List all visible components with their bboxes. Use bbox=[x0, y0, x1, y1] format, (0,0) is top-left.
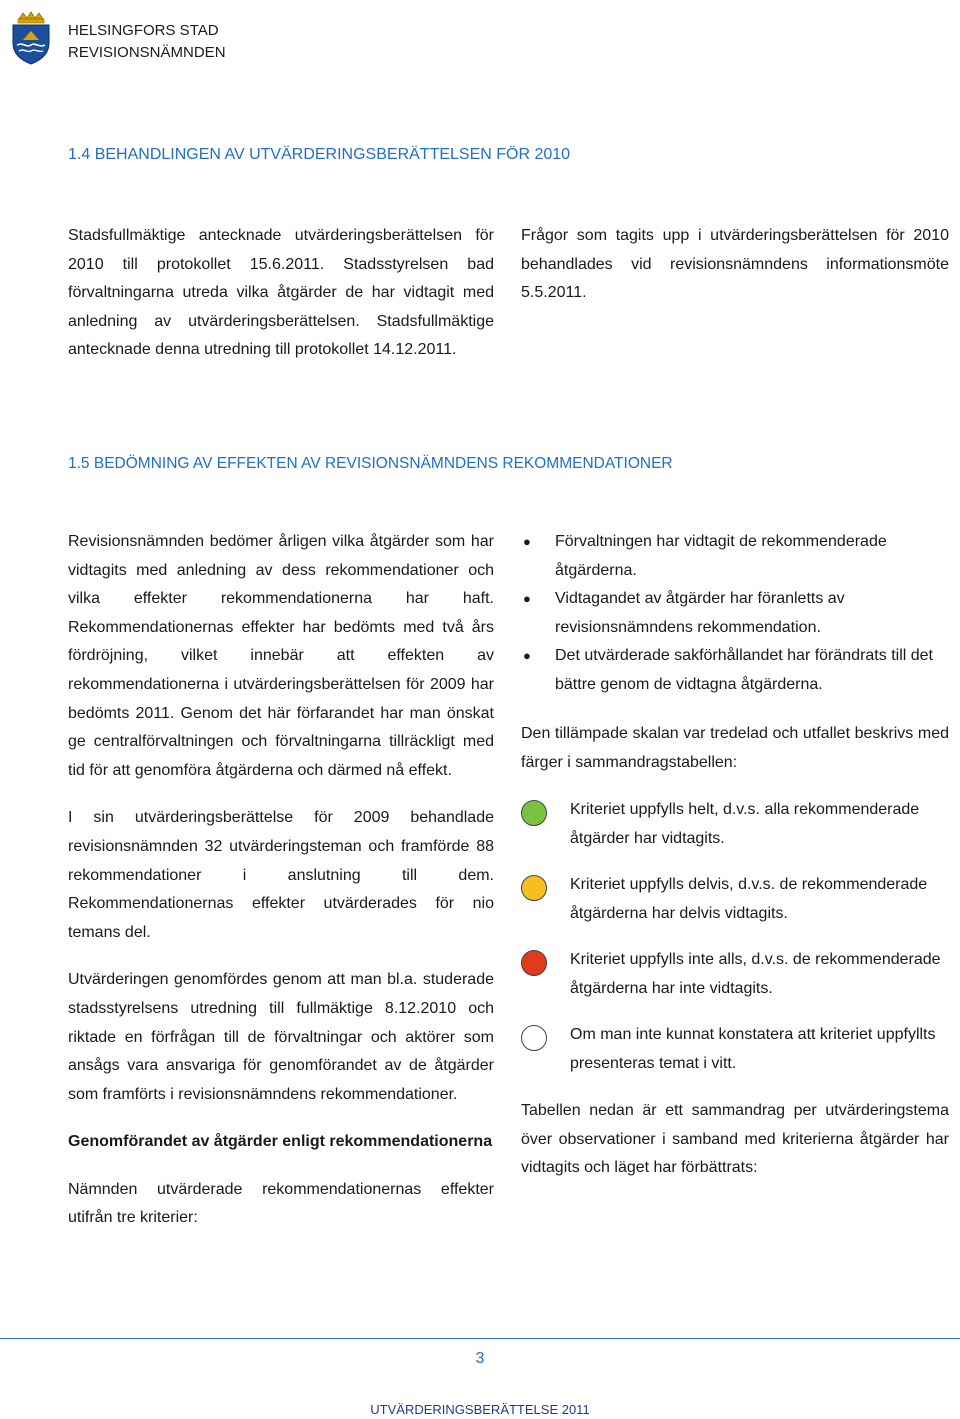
green-circle-icon bbox=[521, 800, 547, 826]
page-number: 3 bbox=[475, 1350, 485, 1367]
bullet-icon: ● bbox=[523, 534, 531, 549]
paragraph: Nämnden utvärderade rekommendationernas effekter utifrån tre kriterier: bbox=[68, 1180, 494, 1227]
legend-text: Kriteriet uppfylls inte alls, d.v.s. de rekommenderade åtgärderna har inte vidtagits. bbox=[570, 951, 941, 997]
legend-row-white bbox=[521, 1021, 949, 1079]
white-circle-icon bbox=[521, 1025, 547, 1051]
city-logo bbox=[9, 9, 53, 65]
legend-row-green bbox=[521, 796, 949, 854]
legend-text: Kriteriet uppfylls delvis, d.v.s. de rekommenderade åtgärderna har delvis vidtagits. bbox=[570, 876, 928, 922]
list-item: ● Vidtagandet av åtgärder har föranletts av revisionsnämndens rekommendation. bbox=[521, 585, 949, 642]
paragraph: Utvärderingen genomfördes genom att man bl.a. studerade stadsstyrelsens utredning till fullmäktige 8.12.2010 och riktade en förfrågan till de förvaltningar och aktörer som ansågs vara ansvariga för genomförandet av de åtgärder som framförts i revisionsnämndens rekommendationer. bbox=[68, 971, 494, 1103]
paragraph: Stadsfullmäktige antecknade utvärderingsberättelsen för 2010 till protokollet 15.6.2011. Stadsstyrelsen bad förvaltningarna utreda vilka åtgärder de har vidtagit med anledning av utvärderingsberättelsen. Stadsfullmäktige antecknade denna utredning till protokollet 14.12.2011. bbox=[68, 227, 494, 359]
subheading: Genomförandet av åtgärder enligt rekommendationerna bbox=[68, 1133, 493, 1151]
paragraph: Tabellen nedan är ett sammandrag per utvärderingstema över observationer i samband med kriterierna åtgärder har vidtagits och läget har förbättrats: bbox=[521, 1102, 949, 1177]
list-item: ● Det utvärderade sakförhållandet har förändrats till det bättre genom de vidtagna åtgärderna. bbox=[521, 642, 949, 699]
bullet-icon: ● bbox=[523, 591, 531, 607]
list-item: ● Förvaltningen har vidtagit de rekommenderade åtgärderna. bbox=[521, 528, 949, 585]
red-circle-icon bbox=[521, 950, 547, 976]
footer-title: UTVÄRDERINGSBERÄTTELSE 2011 bbox=[370, 1402, 590, 1417]
helsinki-coat-of-arms-icon bbox=[9, 9, 53, 65]
section-1-4-left-column bbox=[68, 222, 494, 365]
legend-row-yellow bbox=[521, 871, 949, 929]
section-1-4-title: 1.4 BEHANDLINGEN AV UTVÄRDERINGSBERÄTTELSEN FÖR 2010 bbox=[68, 146, 571, 163]
closing-paragraph bbox=[521, 1097, 949, 1183]
legend-text: Om man inte kunnat konstatera att kriteriet uppfyllts presenteras temat i vitt. bbox=[570, 1026, 936, 1072]
legend-text: Kriteriet uppfylls helt, d.v.s. alla rekommenderade åtgärder har vidtagits. bbox=[570, 801, 920, 847]
paragraph: Revisionsnämnden bedömer årligen vilka åtgärder som har vidtagits med anledning av dess rekommendationer och vilka effekter rekommendationerna har haft. Rekommendationernas effekter har bedömts med två års fördröjning, vilket innebär att effekten av rekommendationerna i utvärderingsberättelsen för 2009 har bedömts 2011. Genom det här förfarandet har man önskat ge centralförvaltningen och förvaltningarna tillräckligt med tid för att genomföra åtgärderna och därmed nå effekt. bbox=[68, 533, 494, 779]
footer-divider bbox=[0, 1338, 960, 1339]
section-1-5-title: 1.5 BEDÖMNING AV EFFEKTEN AV REVISIONSNÄMNDENS REKOMMENDATIONER bbox=[68, 455, 673, 472]
paragraph: Frågor som tagits upp i utvärderingsberättelsen för 2010 behandlades vid revisionsnämndens informationsmöte 5.5.2011. bbox=[521, 227, 949, 302]
header-city: HELSINGFORS STAD bbox=[68, 22, 219, 39]
criteria-list bbox=[521, 528, 949, 700]
bullet-icon: ● bbox=[523, 648, 531, 664]
legend-row-red bbox=[521, 946, 949, 1004]
section-1-5-left-column bbox=[68, 528, 494, 1233]
paragraph: Den tillämpade skalan var tredelad och utfallet beskrivs med färger i sammandragstabellen: bbox=[521, 725, 949, 771]
paragraph: I sin utvärderingsberättelse för 2009 behandlade revisionsnämnden 32 utvärderingsteman och framförde 88 rekommendationer i anslutning till dem. Rekommendationernas effekter utvärderades för nio temans del. bbox=[68, 809, 494, 941]
yellow-circle-icon bbox=[521, 875, 547, 901]
header-department: REVISIONSNÄMNDEN bbox=[68, 44, 226, 61]
scale-intro bbox=[521, 720, 949, 777]
section-1-4-right-column bbox=[521, 222, 949, 308]
